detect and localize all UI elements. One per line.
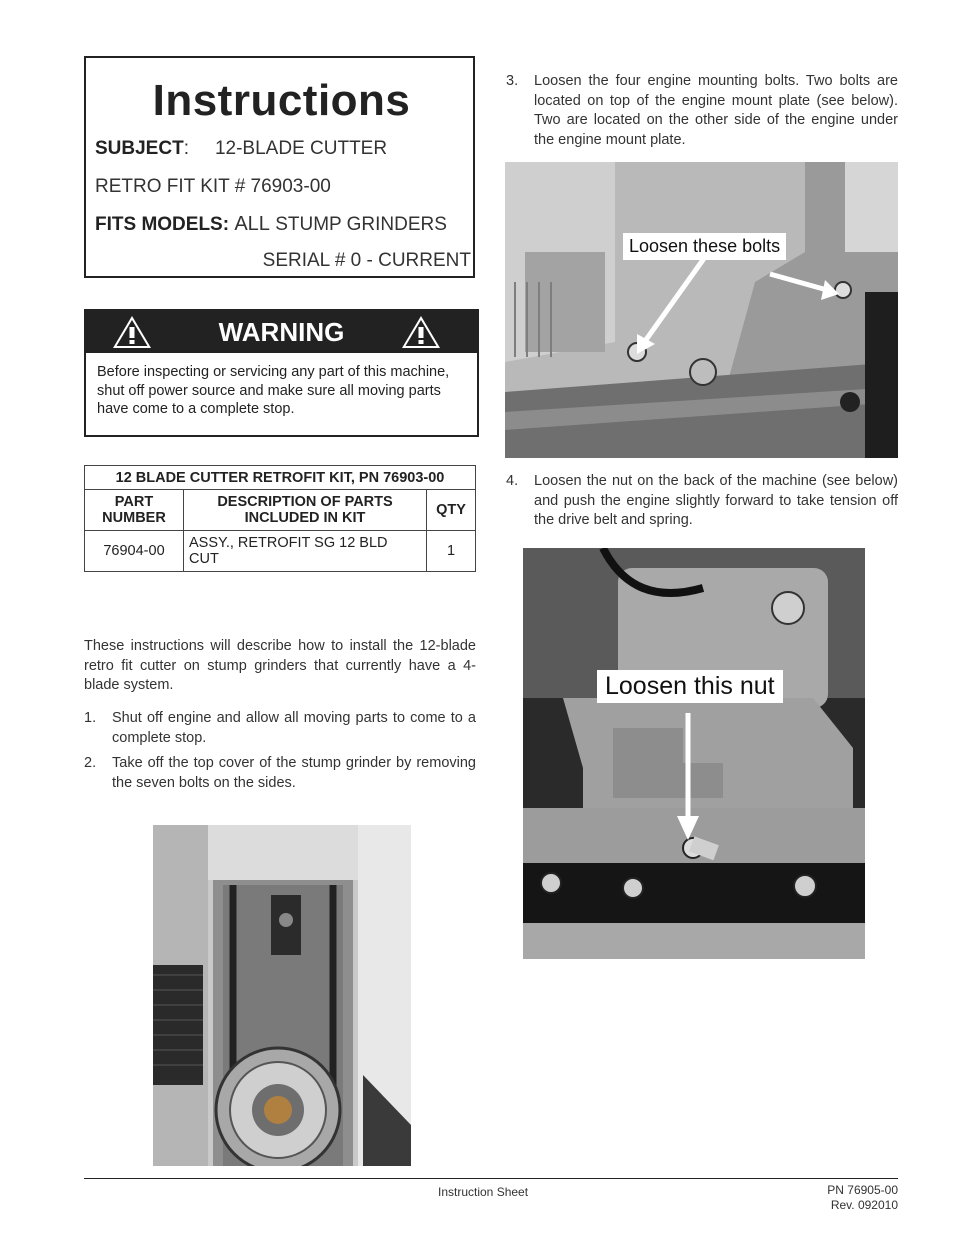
parts-table [84, 465, 476, 572]
step-number: 4. [506, 473, 519, 489]
warning-triangle-icon [401, 315, 441, 349]
header-box [84, 56, 475, 278]
bolts-callout: Loosen these bolts [623, 233, 786, 260]
warning-box [84, 309, 479, 437]
step-text: Loosen the nut on the back of the machine (see below) and push the engine slightly forward to take tension off the drive belt and spring. [534, 473, 898, 528]
step-text: Take off the top cover of the stump grinder by removing the seven bolts on the sides. [112, 755, 476, 791]
step-2 [84, 754, 476, 794]
fits-label: FITS MODELS: [95, 214, 230, 235]
step-1 [84, 709, 476, 749]
step-4 [506, 472, 898, 532]
warning-text: Before inspecting or servicing any part of this machine, shut off power source and make sure all moving parts have come to a complete stop. [97, 364, 450, 417]
footer-rule [84, 1178, 898, 1179]
step-number: 3. [506, 73, 519, 89]
column-header: DESCRIPTION OF PARTS INCLUDED IN KIT [184, 490, 427, 531]
table-title-row [85, 466, 476, 490]
footer-center-text: Instruction Sheet [438, 1185, 529, 1199]
serial-line: SERIAL # 0 - CURRENT [262, 250, 471, 271]
kit-line: RETRO FIT KIT # 76903-00 [95, 176, 331, 197]
footer-part-number: PN 76905-00 [827, 1183, 898, 1197]
fits-value-all: ALL [234, 213, 270, 235]
fits-models-line [95, 213, 447, 236]
table-cell: ASSY., RETROFIT SG 12 BLD CUT [184, 531, 427, 572]
footer-revision: Rev. 092010 [830, 1198, 898, 1212]
warning-title: WARNING [218, 317, 345, 347]
page-title: Instructions [152, 76, 411, 125]
belt-pulley-photo [153, 825, 411, 1166]
nut-callout: Loosen this nut [597, 670, 783, 703]
subject-label: SUBJECT [95, 138, 184, 159]
table-title: 12 BLADE CUTTER RETROFIT KIT, PN 76903-00 [85, 466, 476, 490]
step-text: Loosen the four engine mounting bolts. Two bolts are located on top of the engine mount plate (see below). Two are located on the other side of the engine under the engine mount plate. [534, 73, 898, 148]
step-3 [506, 72, 898, 152]
step-number: 1. [84, 710, 97, 726]
table-row [85, 531, 476, 572]
fits-value-rest: STUMP GRINDERS [275, 214, 447, 235]
warning-bar [86, 311, 477, 353]
table-cell: 1 [427, 531, 476, 572]
column-header: QTY [427, 490, 476, 531]
engine-nut-photo [523, 548, 865, 959]
step-number: 2. [84, 755, 97, 771]
subject-value: 12-BLADE CUTTER [214, 138, 388, 159]
column-header: PART NUMBER [85, 490, 184, 531]
engine-bolts-photo [505, 162, 898, 458]
table-header-row [85, 490, 476, 531]
subject-line [95, 138, 387, 160]
subject-colon: : [183, 138, 189, 159]
intro-paragraph: These instructions will describe how to install the 12-blade retro fit cutter on stump grinders that currently have a 4-blade system. [84, 638, 476, 693]
step-text: Shut off engine and allow all moving parts to come to a complete stop. [112, 710, 476, 746]
table-cell: 76904-00 [85, 531, 184, 572]
